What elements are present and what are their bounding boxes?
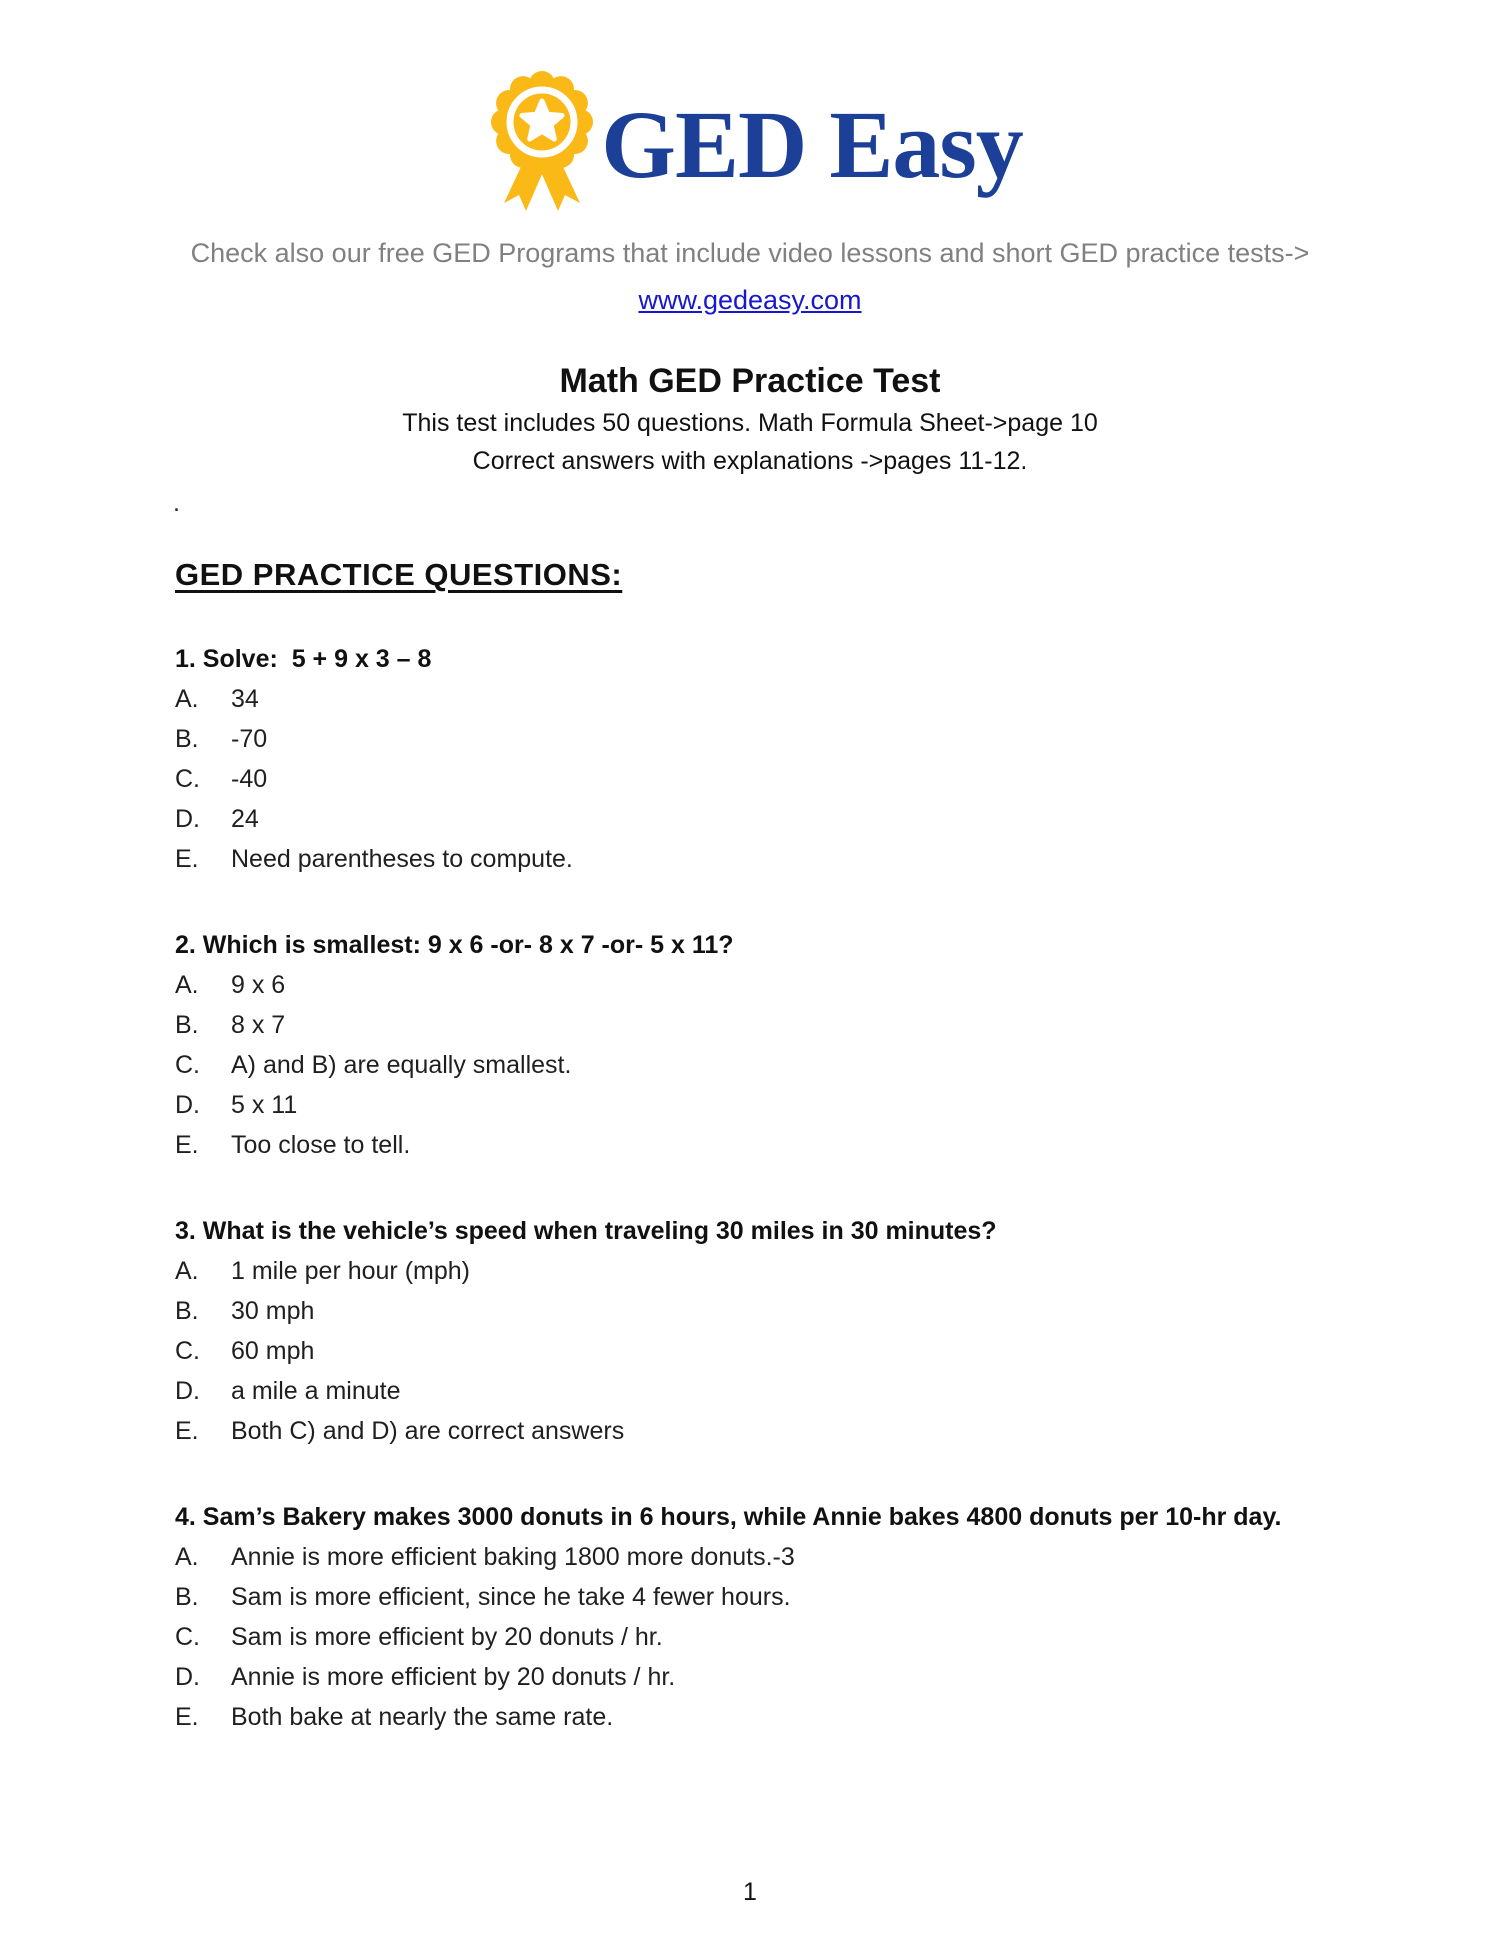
page-footer	[0, 1878, 1500, 1907]
option-letter: C.	[175, 1051, 200, 1079]
question-4	[175, 1497, 1390, 1737]
option-letter: D.	[175, 1377, 200, 1405]
option-text: 5 x 11	[231, 1091, 298, 1119]
option-letter: B.	[175, 1583, 199, 1611]
ged-easy-logo	[0, 0, 1500, 212]
answer-option	[175, 965, 1390, 1005]
award-ribbon-badge-icon	[477, 62, 607, 212]
question-title: 1. Solve: 5 + 9 x 3 – 8	[175, 645, 432, 673]
option-letter: D.	[175, 1091, 200, 1119]
section-heading: GED PRACTICE QUESTIONS:	[175, 557, 623, 592]
answer-option	[175, 679, 1390, 719]
document-title: Math GED Practice Test	[559, 362, 941, 400]
answer-option	[175, 1291, 1390, 1331]
brand-name: GED Easy	[601, 91, 1023, 198]
option-letter: A.	[175, 971, 199, 999]
document-subtitle-1: This test includes 50 questions. Math Formula Sheet->page 10	[402, 409, 1098, 437]
answer-option	[175, 1411, 1390, 1451]
answer-option	[175, 1125, 1390, 1165]
answer-option	[175, 839, 1390, 879]
option-text: 24	[231, 805, 259, 833]
question-3	[175, 1211, 1390, 1451]
option-text: -40	[231, 765, 268, 793]
answer-option	[175, 799, 1390, 839]
option-text: a mile a minute	[231, 1377, 401, 1405]
answer-option	[175, 1371, 1390, 1411]
document-header	[0, 0, 1500, 517]
option-letter: B.	[175, 725, 199, 753]
website-link-line	[0, 285, 1500, 316]
answer-option	[175, 1697, 1390, 1737]
option-text: Sam is more efficient by 20 donuts / hr.	[231, 1623, 663, 1651]
answer-option	[175, 1617, 1390, 1657]
page-number: 1	[743, 1878, 757, 1906]
option-letter: B.	[175, 1297, 199, 1325]
option-letter: A.	[175, 1543, 199, 1571]
answer-option	[175, 1005, 1390, 1045]
answer-option	[175, 1251, 1390, 1291]
answer-option	[175, 759, 1390, 799]
option-letter: E.	[175, 1417, 199, 1445]
option-text: Annie is more efficient by 20 donuts / hr.	[231, 1663, 676, 1691]
option-text: Annie is more efficient baking 1800 more donuts.-3	[231, 1543, 795, 1571]
option-text: Too close to tell.	[231, 1131, 411, 1159]
option-text: Both bake at nearly the same rate.	[231, 1703, 614, 1731]
answer-option	[175, 1577, 1390, 1617]
option-letter: C.	[175, 765, 200, 793]
question-1	[175, 639, 1390, 879]
option-text: Both C) and D) are correct answers	[231, 1417, 625, 1445]
option-letter: C.	[175, 1623, 200, 1651]
option-letter: E.	[175, 1131, 199, 1159]
option-letter: C.	[175, 1337, 200, 1365]
option-letter: E.	[175, 845, 199, 873]
option-letter: A.	[175, 1257, 199, 1285]
option-text: 34	[231, 685, 259, 713]
question-title: 3. What is the vehicle’s speed when traveling 30 miles in 30 minutes?	[175, 1217, 997, 1245]
website-link[interactable]: www.gedeasy.com	[638, 285, 862, 315]
answer-option	[175, 1657, 1390, 1697]
question-2	[175, 925, 1390, 1165]
questions-list	[175, 639, 1390, 1737]
option-letter: B.	[175, 1011, 199, 1039]
option-text: Need parentheses to compute.	[231, 845, 573, 873]
option-text: -70	[231, 725, 268, 753]
option-text: 30 mph	[231, 1297, 315, 1325]
option-text: 1 mile per hour (mph)	[231, 1257, 470, 1285]
question-title: 2. Which is smallest: 9 x 6 -or- 8 x 7 -or- 5 x 11?	[175, 931, 734, 959]
option-text: 8 x 7	[231, 1011, 286, 1039]
answer-option	[175, 1331, 1390, 1371]
answer-option	[175, 1085, 1390, 1125]
answer-option	[175, 1045, 1390, 1085]
question-title: 4. Sam’s Bakery makes 3000 donuts in 6 hours, while Annie bakes 4800 donuts per 10-hr day.	[175, 1503, 1282, 1531]
option-text: A) and B) are equally smallest.	[231, 1051, 572, 1079]
answer-option	[175, 719, 1390, 759]
option-letter: E.	[175, 1703, 199, 1731]
option-letter: A.	[175, 685, 199, 713]
option-text: Sam is more efficient, since he take 4 fewer hours.	[231, 1583, 791, 1611]
document-subtitle-2: Correct answers with explanations ->pages 11-12.	[472, 447, 1028, 475]
option-letter: D.	[175, 805, 200, 833]
promo-tagline: Check also our free GED Programs that include video lessons and short GED practice tests->	[190, 238, 1310, 268]
stray-period: .	[173, 489, 180, 517]
answer-option	[175, 1537, 1390, 1577]
option-letter: D.	[175, 1663, 200, 1691]
option-text: 60 mph	[231, 1337, 315, 1365]
option-text: 9 x 6	[231, 971, 286, 999]
